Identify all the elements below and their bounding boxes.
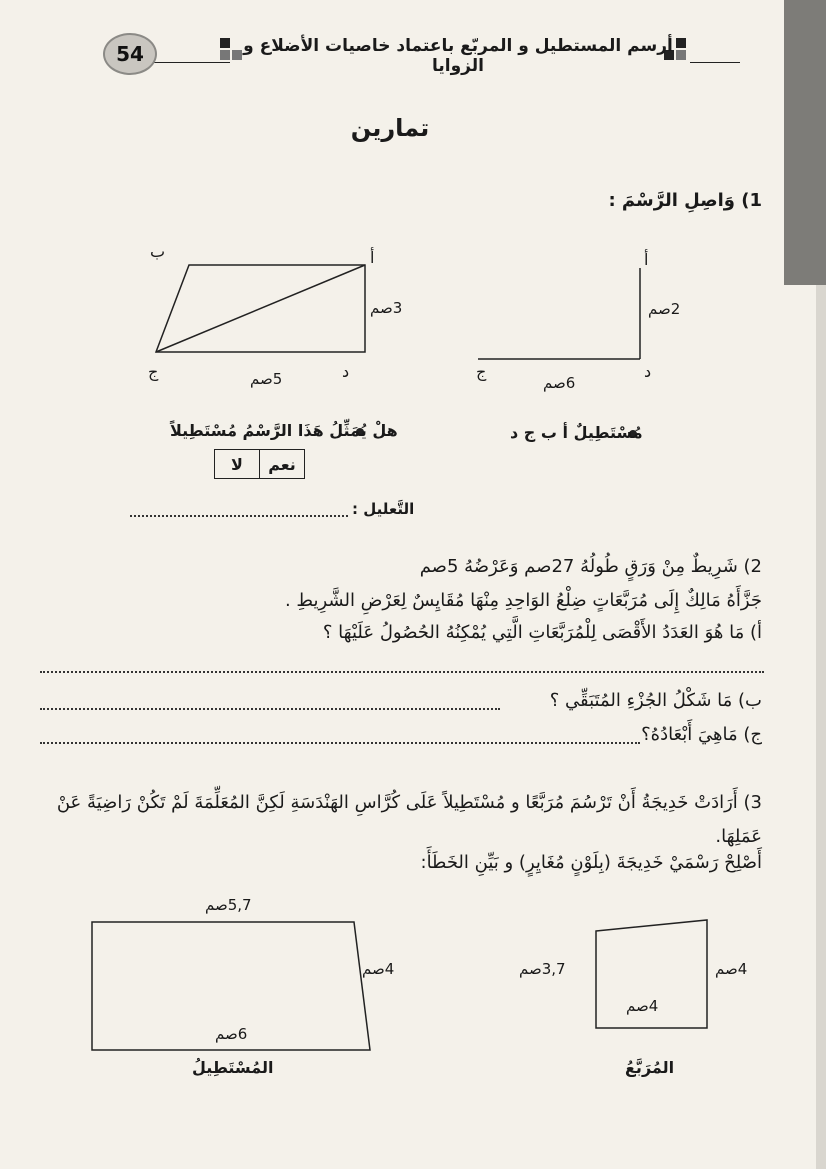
section-title: تمارين (350, 114, 430, 142)
length-label: 3صم (370, 299, 403, 317)
length-label: 6صم (543, 374, 576, 392)
length-label: 2صم (648, 300, 681, 318)
exercise2-line1: 2) شَرِيطٌ مِنْ وَرَقٍ طُولُهُ 27صم وَعَرْضُهُ 5صم (419, 556, 762, 577)
vertex-label-j: ج (148, 362, 159, 381)
answer-line[interactable] (40, 671, 764, 673)
vertex-label-a: أ (644, 250, 649, 269)
diagonal (156, 265, 365, 352)
vertex-label-d: د (644, 362, 652, 381)
yes-no-choice (214, 449, 305, 479)
exercise2-line2: جَزَّأَهُ مَالِكٌ إِلَى مُرَبَّعَاتٍ ضِلْعُ الوَاحِدِ مِنْهَا مُقَايِسٌ لِعَرْضِ الشَّرِيطِ . (284, 590, 762, 611)
answer-line[interactable] (40, 742, 640, 744)
length-label: 5صم (250, 370, 283, 388)
task-label: مُسْتَطِيلٌ أ ب ج د (510, 423, 643, 442)
exercise2-question-b: ب) مَا شَكْلُ الجُزْءِ المُتَبَقِّي ؟ (549, 690, 762, 711)
exercise2-question-a: أ) مَا هُوَ العَدَدُ الأَقْصَى لِلْمُرَبَّعَاتِ الَّتِي يُمْكِنُهُ الحُصُولُ عَلَيْهَا ؟ (322, 622, 762, 643)
length-label: 5,7صم (205, 896, 252, 914)
rectangle-label: المُسْتَطِيلُ (192, 1058, 274, 1077)
exercise2-question-c: ج) مَاهِيَ أَبْعَادُهُ؟ (641, 724, 762, 745)
question-label: هلْ يُمَثِّلُ هَذَا الرَّسْمُ مُسْتَطِيلاً (170, 421, 398, 440)
exercise1-heading: 1) وَاصِلِ الرَّسْمَ : (608, 190, 762, 211)
no-option[interactable]: لا (215, 450, 260, 479)
length-label: 3,7صم (519, 960, 566, 978)
exercise3-line1: 3) أَرَادَتْ خَدِيجَةُ أَنْ تَرْسُمَ مُرَبَّعًا و مُسْتَطِيلاً عَلَى كُرَّاسِ الهَنْدَسَةِ لَكِنَّ المُعَلِّمَةَ لَمْ تَكُنْ رَاضِيَةً عَنْ (56, 792, 762, 813)
length-label: 6صم (215, 1025, 248, 1043)
vertex-label-j: ج (476, 362, 487, 381)
vertex-label-d: د (342, 362, 350, 381)
justify-label: التَّعليل : (352, 500, 415, 518)
exercise3-line3: أَصْلِحْ رَسْمَيْ خَدِيجَةَ (بِلَوْنٍ مُغَايِرٍ) و بَيِّنِ الخَطَأَ: (420, 852, 762, 873)
page-number: 54 (103, 33, 157, 75)
vertex-label-b: ب (150, 242, 166, 261)
answer-line[interactable] (130, 515, 348, 517)
exercise3-line2: عَمَلِهَا. (715, 826, 762, 847)
length-label: 4صم (715, 960, 748, 978)
page-header-title: أرسم المستطيل و المربّع باعتماد خاصيات الأضلاع و الزوايا (243, 36, 673, 76)
square-label: المُرَبَّعُ (625, 1058, 675, 1077)
length-label: 4صم (626, 997, 659, 1015)
length-label: 4صم (362, 960, 395, 978)
vertex-label-a: أ (370, 248, 375, 267)
yes-option[interactable]: نعم (260, 450, 305, 479)
answer-line[interactable] (40, 708, 500, 710)
